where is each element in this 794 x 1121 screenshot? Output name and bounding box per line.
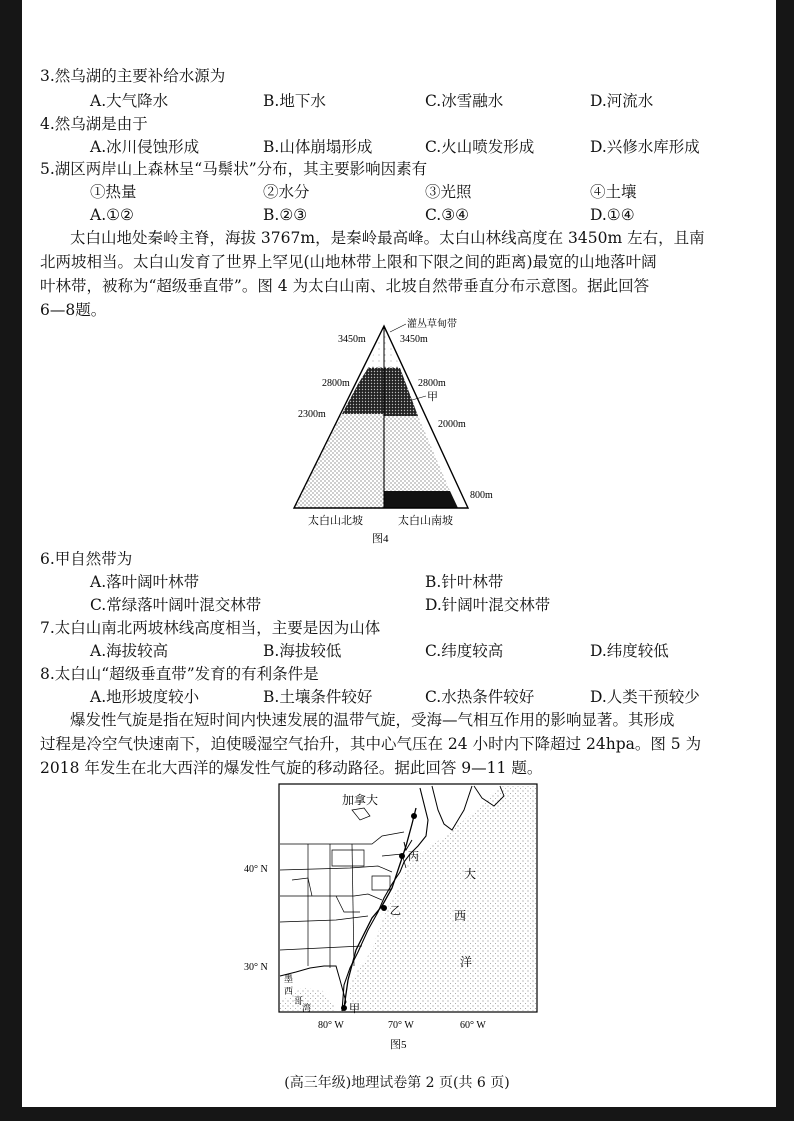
south-base-zone xyxy=(384,491,458,508)
passage2-line-3: 2018 年发生在北大西洋的爆发性气旋的移动路径。据此回答 9—11 题。 xyxy=(40,759,543,777)
question-5-stem: 5.湖区两岸山上森林呈“马鬃状”分布，其主要影响因素有 xyxy=(40,160,428,178)
passage1-line-4: 6—8题。 xyxy=(40,301,107,319)
fig4-south-elev-3450: 3450m xyxy=(400,334,428,345)
figure-4-vertical-zones xyxy=(280,316,520,548)
q3-option-a[interactable]: A.大气降水 xyxy=(90,92,169,110)
q8-option-a[interactable]: A.地形坡度较小 xyxy=(90,688,200,706)
point-bing-marker xyxy=(399,853,405,859)
fig5-gulf-char-3: 哥 xyxy=(294,996,304,1006)
q5-option-c[interactable]: C.③④ xyxy=(425,206,470,224)
point-yi-marker xyxy=(381,905,387,911)
q8-option-c[interactable]: C.水热条件较好 xyxy=(425,688,535,706)
south-jia-zone xyxy=(384,368,418,416)
scan-right-edge xyxy=(776,0,794,1121)
q6-option-d[interactable]: D.针阔叶混交林带 xyxy=(425,596,551,614)
point-jia-marker xyxy=(341,1005,347,1011)
passage-cyclone xyxy=(40,708,700,780)
fig4-south-slope-label: 太白山南坡 xyxy=(398,515,453,527)
fig4-south-elev-800: 800m xyxy=(470,490,493,501)
passage-taibai xyxy=(40,226,705,322)
fig4-south-elev-2800: 2800m xyxy=(418,378,446,389)
q3-option-b[interactable]: B.地下水 xyxy=(263,92,326,110)
q5-factor-2: ②水分 xyxy=(263,183,310,201)
q7-option-a[interactable]: A.海拔较高 xyxy=(90,642,169,660)
fig5-ocean-char-1: 大 xyxy=(464,867,477,881)
q3-option-c[interactable]: C.冰雪融水 xyxy=(425,92,504,110)
q4-option-c[interactable]: C.火山喷发形成 xyxy=(425,138,535,156)
fig4-north-elev-2800: 2800m xyxy=(322,378,350,389)
fig5-gulf-char-4: 湾 xyxy=(302,1003,312,1013)
q5-option-d[interactable]: D.①④ xyxy=(590,206,635,224)
q5-factor-4: ④土壤 xyxy=(590,183,637,201)
passage1-line-3: 叶林带，被称为“超级垂直带”。图 4 为太白山南、北坡自然带垂直分布示意图。据此回答 xyxy=(40,277,650,295)
q4-option-d[interactable]: D.兴修水库形成 xyxy=(590,138,700,156)
fig4-north-slope-label: 太白山北坡 xyxy=(308,515,363,527)
fig5-gulf-char-2: 西 xyxy=(284,986,294,996)
page-footer: (高三年级)地理试卷第 2 页(共 6 页) xyxy=(284,1075,510,1091)
fig5-lat-30: 30° N xyxy=(244,962,268,973)
passage2-line-1: 爆发性气旋是指在短时间内快速发展的温带气旋，受海—气相互作用的影响显著。其形成 xyxy=(70,711,675,729)
fig5-ocean-char-2: 西 xyxy=(454,909,467,923)
q5-option-b[interactable]: B.②③ xyxy=(263,206,308,224)
question-6-stem: 6.甲自然带为 xyxy=(40,550,133,568)
passage1-line-2: 北两坡相当。太白山发育了世界上罕见(山地林带上限和下限之间的距离)最宽的山地落叶阔 xyxy=(40,253,657,271)
fig5-gulf-char-1: 墨 xyxy=(284,974,294,984)
q7-option-b[interactable]: B.海拔较低 xyxy=(263,642,342,660)
q3-option-d[interactable]: D.河流水 xyxy=(590,92,654,110)
fig4-caption: 图4 xyxy=(372,533,389,545)
q4-option-b[interactable]: B.山体崩塌形成 xyxy=(263,138,373,156)
q7-option-c[interactable]: C.纬度较高 xyxy=(425,642,504,660)
q6-option-a[interactable]: A.落叶阔叶林带 xyxy=(90,573,200,591)
scan-bottom-edge xyxy=(0,1107,794,1121)
scan-left-edge xyxy=(0,0,22,1121)
fig4-north-elev-2300: 2300m xyxy=(298,409,326,420)
q5-option-a[interactable]: A.①② xyxy=(90,206,134,224)
q4-option-a[interactable]: A.冰川侵蚀形成 xyxy=(90,138,200,156)
fig5-lon-60: 60° W xyxy=(460,1020,486,1031)
fig5-point-bing: 丙 xyxy=(408,851,419,863)
passage2-line-2: 过程是冷空气快速南下，迫使暖湿空气抬升，其中心气压在 24 小时内下降超过 24hpa。图 5 为 xyxy=(40,735,702,753)
question-4-stem: 4.然乌湖是由于 xyxy=(40,115,148,133)
fig5-lat-40: 40° N xyxy=(244,864,268,875)
fig5-point-yi: 乙 xyxy=(390,905,401,917)
north-lower-zone xyxy=(294,414,384,508)
fig5-ocean-char-3: 洋 xyxy=(460,955,473,969)
fig5-lon-70: 70° W xyxy=(388,1020,414,1031)
passage1-line-1: 太白山地处秦岭主脊，海拔 3767m，是秦岭最高峰。太白山林线高度在 3450m 左右，且南 xyxy=(70,229,705,247)
q6-option-b[interactable]: B.针叶林带 xyxy=(425,573,504,591)
figure-5-cyclone-map xyxy=(232,780,552,1056)
fig4-top-label: 灌丛草甸带 xyxy=(407,319,457,330)
fig4-jia-label: 甲 xyxy=(427,391,438,403)
fig5-lon-80: 80° W xyxy=(318,1020,344,1031)
fig5-canada-label: 加拿大 xyxy=(342,793,379,807)
q8-option-b[interactable]: B.土壤条件较好 xyxy=(263,688,373,706)
question-3-stem: 3.然乌湖的主要补给水源为 xyxy=(40,67,226,85)
q7-option-d[interactable]: D.纬度较低 xyxy=(590,642,669,660)
q8-option-d[interactable]: D.人类干预较少 xyxy=(590,688,700,706)
question-7-stem: 7.太白山南北两坡林线高度相当，主要是因为山体 xyxy=(40,619,381,637)
q5-factor-3: ③光照 xyxy=(425,183,472,201)
fig4-north-elev-3450: 3450m xyxy=(338,334,366,345)
fig5-caption: 图5 xyxy=(390,1039,407,1051)
q6-option-c[interactable]: C.常绿落叶阔叶混交林带 xyxy=(90,596,262,614)
q5-factor-1: ①热量 xyxy=(90,183,137,201)
question-8-stem: 8.太白山“超级垂直带”发育的有利条件是 xyxy=(40,665,319,683)
fig5-point-jia: 甲 xyxy=(349,1003,360,1015)
fig4-south-elev-2000: 2000m xyxy=(438,419,466,430)
